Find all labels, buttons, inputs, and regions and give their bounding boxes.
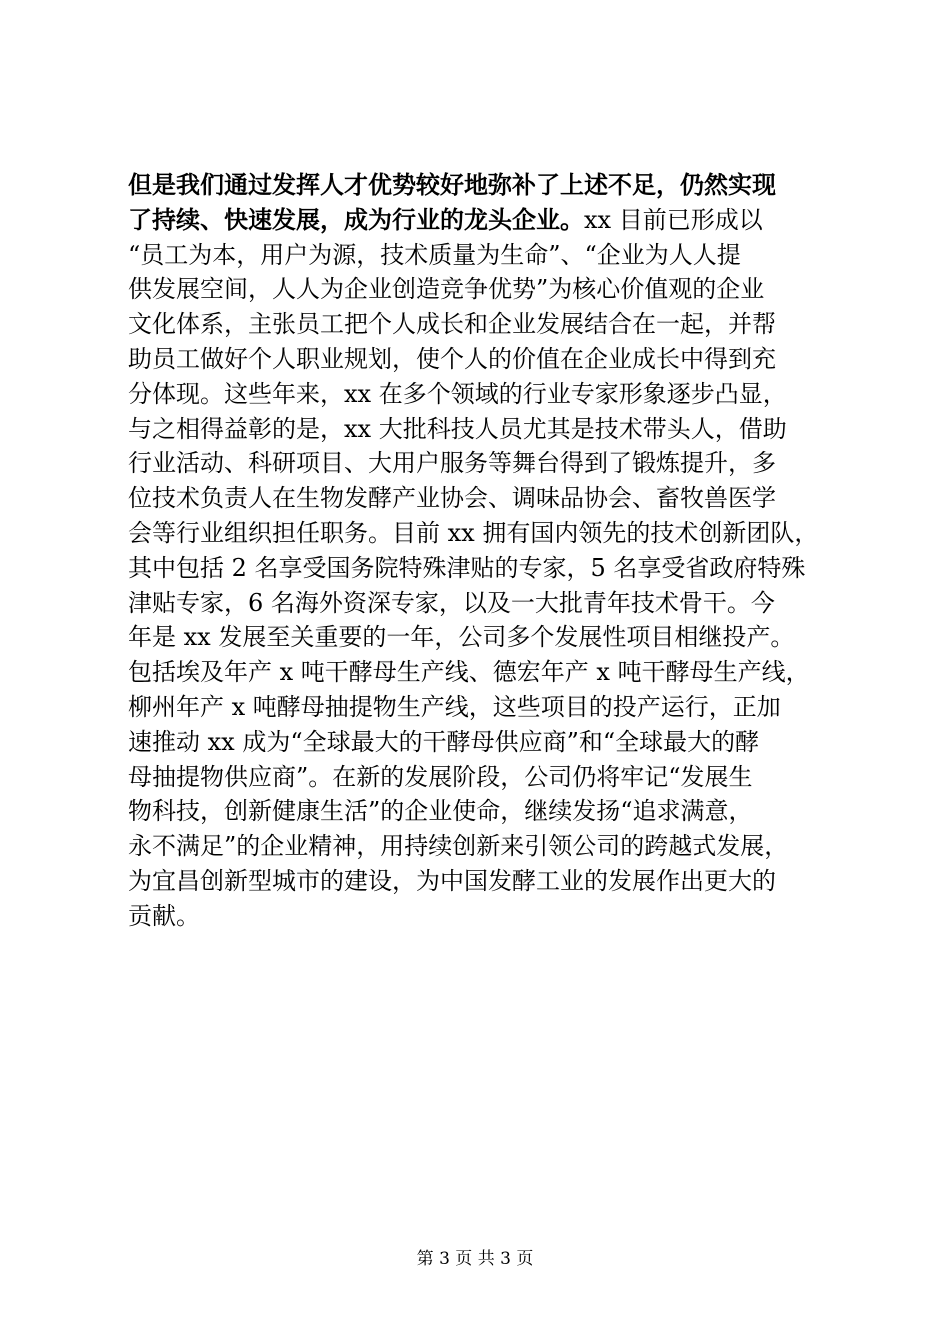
text-line <box>128 690 838 725</box>
normal-text: 贡献。 <box>128 901 200 930</box>
normal-text: 其中包括 2 名享受国务院特殊津贴的专家，5 名享受省政府特殊 <box>128 553 806 582</box>
normal-text: 位技术负责人在生物发酵产业协会、调味品协会、畜牧兽医学 <box>128 484 776 513</box>
normal-text: 母抽提物供应商”。在新的发展阶段，公司仍将牢记“发展生 <box>128 762 753 791</box>
text-line <box>128 760 838 795</box>
normal-text: “员工为本，用户为源，技术质量为生命”、“企业为人人提 <box>128 240 741 269</box>
text-line <box>128 516 838 551</box>
text-line <box>128 725 838 760</box>
normal-text: 津贴专家，6 名海外资深专家，以及一大批青年技术骨干。今 <box>128 588 775 617</box>
normal-text: 文化体系，主张员工把个人成长和企业发展结合在一起，并帮 <box>128 310 776 339</box>
text-line <box>128 655 838 690</box>
normal-text: 物科技，创新健康生活”的企业使命，继续发扬“追求满意， <box>128 797 753 826</box>
normal-text: xx 目前已形成以 <box>584 205 763 234</box>
text-line <box>128 272 838 307</box>
text-line <box>128 481 838 516</box>
text-line <box>128 446 838 481</box>
normal-text: 供发展空间，人人为企业创造竞争优势”为核心价值观的企业 <box>128 275 765 304</box>
text-line <box>128 203 838 238</box>
normal-text: 永不满足”的企业精神，用持续创新来引领公司的跨越式发展， <box>128 832 789 861</box>
text-line <box>128 620 838 655</box>
normal-text: 年是 xx 发展至关重要的一年，公司多个发展性项目相继投产。 <box>128 623 795 652</box>
text-line <box>128 864 838 899</box>
body-paragraph <box>128 168 838 934</box>
page-footer: 第 3 页 共 3 页 <box>416 1249 534 1269</box>
normal-text: 速推动 xx 成为“全球最大的干酵母供应商”和“全球最大的酵 <box>128 727 760 756</box>
text-line <box>128 307 838 342</box>
text-line <box>128 238 838 273</box>
normal-text: 与之相得益彰的是，xx 大批科技人员尤其是技术带头人，借助 <box>128 414 787 443</box>
text-line <box>128 586 838 621</box>
normal-text: 为宜昌创新型城市的建设，为中国发酵工业的发展作出更大的 <box>128 866 776 895</box>
bold-text: 但是我们通过发挥人才优势较好地弥补了上述不足，仍然实现 <box>128 171 776 199</box>
text-line <box>128 168 838 203</box>
normal-text: 会等行业组织担任职务。目前 xx 拥有国内领先的技术创新团队， <box>128 518 819 547</box>
text-line <box>128 412 838 447</box>
text-line <box>128 551 838 586</box>
text-line <box>128 899 838 934</box>
normal-text: 行业活动、科研项目、大用户服务等舞台得到了锻炼提升，多 <box>128 449 776 478</box>
text-line <box>128 794 838 829</box>
text-line <box>128 377 838 412</box>
normal-text: 柳州年产 x 吨酵母抽提物生产线，这些项目的投产运行，正加 <box>128 692 781 721</box>
text-line <box>128 342 838 377</box>
normal-text: 包括埃及年产 x 吨干酵母生产线、德宏年产 x 吨干酵母生产线， <box>128 658 810 687</box>
normal-text: 助员工做好个人职业规划，使个人的价值在企业成长中得到充 <box>128 344 776 373</box>
normal-text: 分体现。这些年来，xx 在多个领域的行业专家形象逐步凸显， <box>128 379 787 408</box>
text-line <box>128 829 838 864</box>
bold-text: 了持续、快速发展，成为行业的龙头企业。 <box>128 205 584 234</box>
